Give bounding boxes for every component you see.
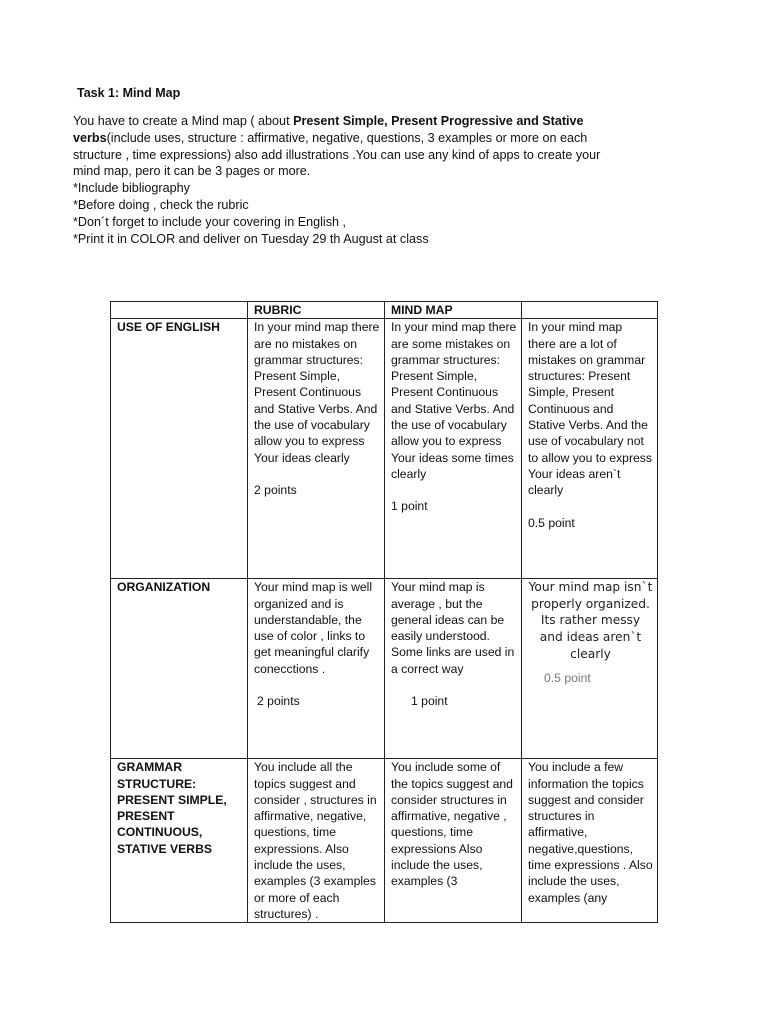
instruction-text: (include uses, structure : affirmative, negative, questions, 3 examples or more on each: [106, 130, 588, 145]
cell-description: In your mind map there are a lot of mistakes on grammar structures: Present Simple, Present Continuous and Stative Verbs. And the use of vocabulary not to allow you to express Your ideas aren`t clearly: [528, 320, 652, 498]
cell-points: 1 point: [411, 694, 448, 709]
cell-description: Your mind map is average , but the general ideas can be easily understood. Some links are used in a correct way: [391, 580, 515, 676]
table-row: [111, 579, 658, 759]
instruction-text: You have to create a Mind map ( about: [73, 114, 294, 128]
cell-description: Your mind map is well organized and is understandable, the use of color , links to get meaningful clarify conecctions .: [254, 580, 373, 676]
header-mind-map: MIND MAP: [385, 302, 522, 319]
criterion-use-of-english: USE OF ENGLISH: [111, 319, 248, 579]
cell-description: In your mind map there are no mistakes on grammar structures: Present Simple, Present Continuous and Stative Verbs. And the use of vocabulary allow you to express Your ideas clearly: [254, 320, 380, 465]
cell-description: You include a few information the topics suggest and consider structures in affirmative, negative,questions, time expressions . Also include the uses, examples (any: [528, 760, 653, 905]
rubric-cell: [385, 319, 522, 579]
cell-description: You include all the topics suggest and consider , structures in affirmative, negative, questions, time expressions. Also include the uses, examples (3 examples or more of each structures) .: [254, 760, 377, 921]
cell-points: 0.5 point: [528, 515, 575, 530]
rubric-cell: [385, 579, 522, 759]
cell-points: 1 point: [391, 499, 428, 514]
rubric-cell: [522, 579, 658, 759]
instruction-bold-text: Present Simple, Present Progressive and Stative: [293, 114, 584, 128]
cell-points: 0.5 point: [544, 671, 591, 686]
instruction-check-rubric: *Before doing , check the rubric: [73, 197, 249, 212]
criterion-grammar-structure: GRAMMAR STRUCTURE: PRESENT SIMPLE, PRESENT CONTINUOUS, STATIVE VERBS: [111, 759, 248, 923]
instruction-deliver: *Print it in COLOR and deliver on Tuesday 29 th August at class: [73, 231, 429, 246]
table-row: [111, 319, 658, 579]
rubric-table: [110, 301, 658, 923]
header-empty-right: [522, 302, 658, 319]
cell-description: You include some of the topics suggest and consider structures in affirmative, negative , questions, time expressions Also include the uses, examples (3: [391, 760, 513, 889]
task-instructions: [73, 113, 673, 247]
rubric-cell: [248, 759, 385, 923]
instruction-line-1: [73, 113, 673, 130]
rubric-cell: [385, 759, 522, 923]
rubric-cell: [248, 319, 385, 579]
cell-description: In your mind map there are some mistakes on grammar structures: Present Simple, Present Continuous and Stative Verbs. And the use of vocabulary allow you to express Your ideas some times clearly: [391, 320, 517, 481]
cell-points: 2 points: [254, 482, 297, 497]
criterion-organization: ORGANIZATION: [111, 579, 248, 759]
header-rubric: RUBRIC: [248, 302, 385, 319]
instruction-bibliography: *Include bibliography: [73, 181, 190, 196]
cell-description: Your mind map isn`t properly organized. Its rather messy and ideas aren`t clearly: [528, 580, 653, 661]
instruction-line-2: [73, 130, 673, 147]
instruction-line-3: structure , time expressions) also add illustrations .You can use any kind of apps to create your: [73, 147, 601, 162]
instruction-line-4: mind map, pero it can be 3 pages or more.: [73, 164, 311, 179]
rubric-cell: [248, 579, 385, 759]
instruction-covering: *Don´t forget to include your covering in English ,: [73, 214, 347, 229]
header-empty: [111, 302, 248, 319]
rubric-header-row: [111, 302, 658, 319]
table-row: [111, 759, 658, 923]
rubric-cell: [522, 759, 658, 923]
instruction-bold-text: verbs: [73, 130, 107, 145]
rubric-cell: [522, 319, 658, 579]
task-title: Task 1: Mind Map: [77, 86, 181, 100]
cell-points: 2 points: [257, 694, 300, 709]
